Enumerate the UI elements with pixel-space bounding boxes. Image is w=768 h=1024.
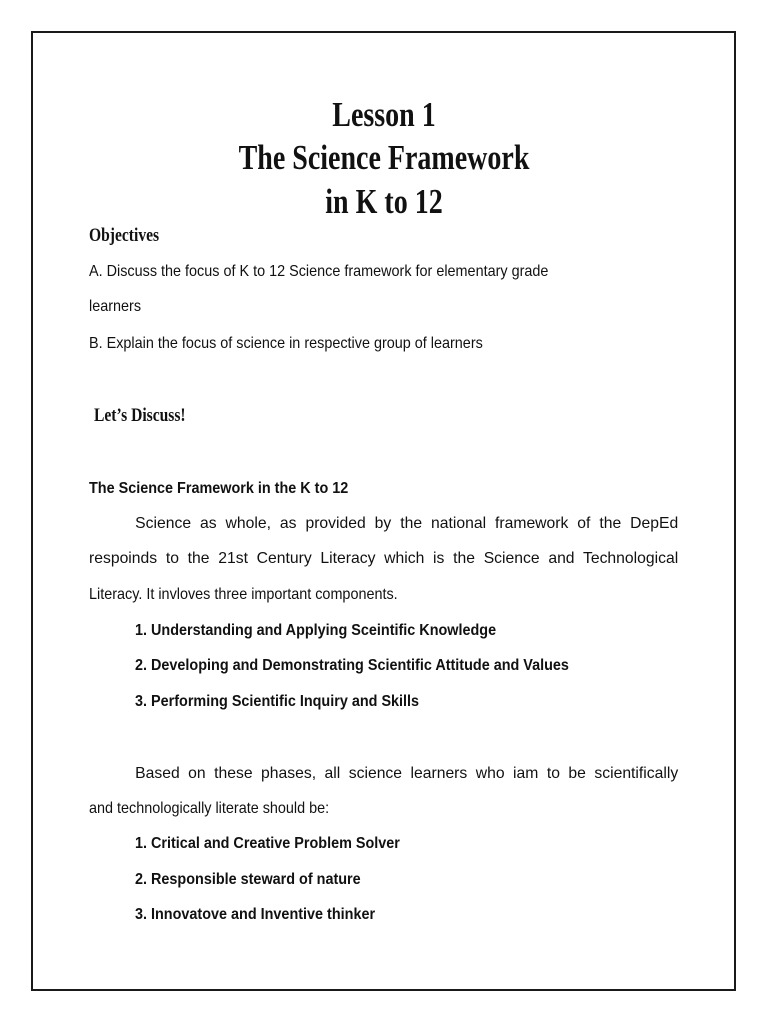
- paragraph-line: Based on these phases, all science learners who iam to be scientifically: [135, 765, 679, 782]
- framework-subheading: The Science Framework in the K to 12: [89, 480, 349, 497]
- outcome-item: 1. Critical and Creative Problem Solver: [135, 835, 400, 852]
- objective-b-text: B. Explain the focus of science in respective group of learners: [89, 335, 483, 352]
- outcome-item: 3. Innovatove and Inventive thinker: [135, 906, 376, 923]
- paragraph-line: Science as whole, as provided by the national framework of the DepEd: [135, 515, 679, 532]
- component-item: 2. Developing and Demonstrating Scientific Attitude and Values: [135, 657, 569, 674]
- lesson-title-line: The Science Framework: [238, 138, 530, 177]
- objectives-heading: Objectives: [89, 225, 160, 246]
- lets-discuss-heading: Let’s Discuss!: [94, 405, 186, 426]
- objective-a-text: A. Discuss the focus of K to 12 Science framework for elementary grade: [89, 263, 549, 280]
- paragraph-line: respoinds to the 21st Century Literacy which is the Science and Technological: [89, 550, 679, 567]
- component-item: 3. Performing Scientific Inquiry and Skills: [135, 693, 420, 710]
- lesson-title-line: in K to 12: [325, 182, 443, 221]
- paragraph-line: Literacy. It invloves three important components.: [89, 586, 398, 603]
- outcome-item: 2. Responsible steward of nature: [135, 871, 361, 888]
- paragraph-line: and technologically literate should be:: [89, 800, 330, 817]
- objective-a-text-continued: learners: [89, 298, 142, 315]
- lesson-number-title: Lesson 1: [332, 95, 436, 134]
- component-item: 1. Understanding and Applying Sceintific Knowledge: [135, 622, 497, 639]
